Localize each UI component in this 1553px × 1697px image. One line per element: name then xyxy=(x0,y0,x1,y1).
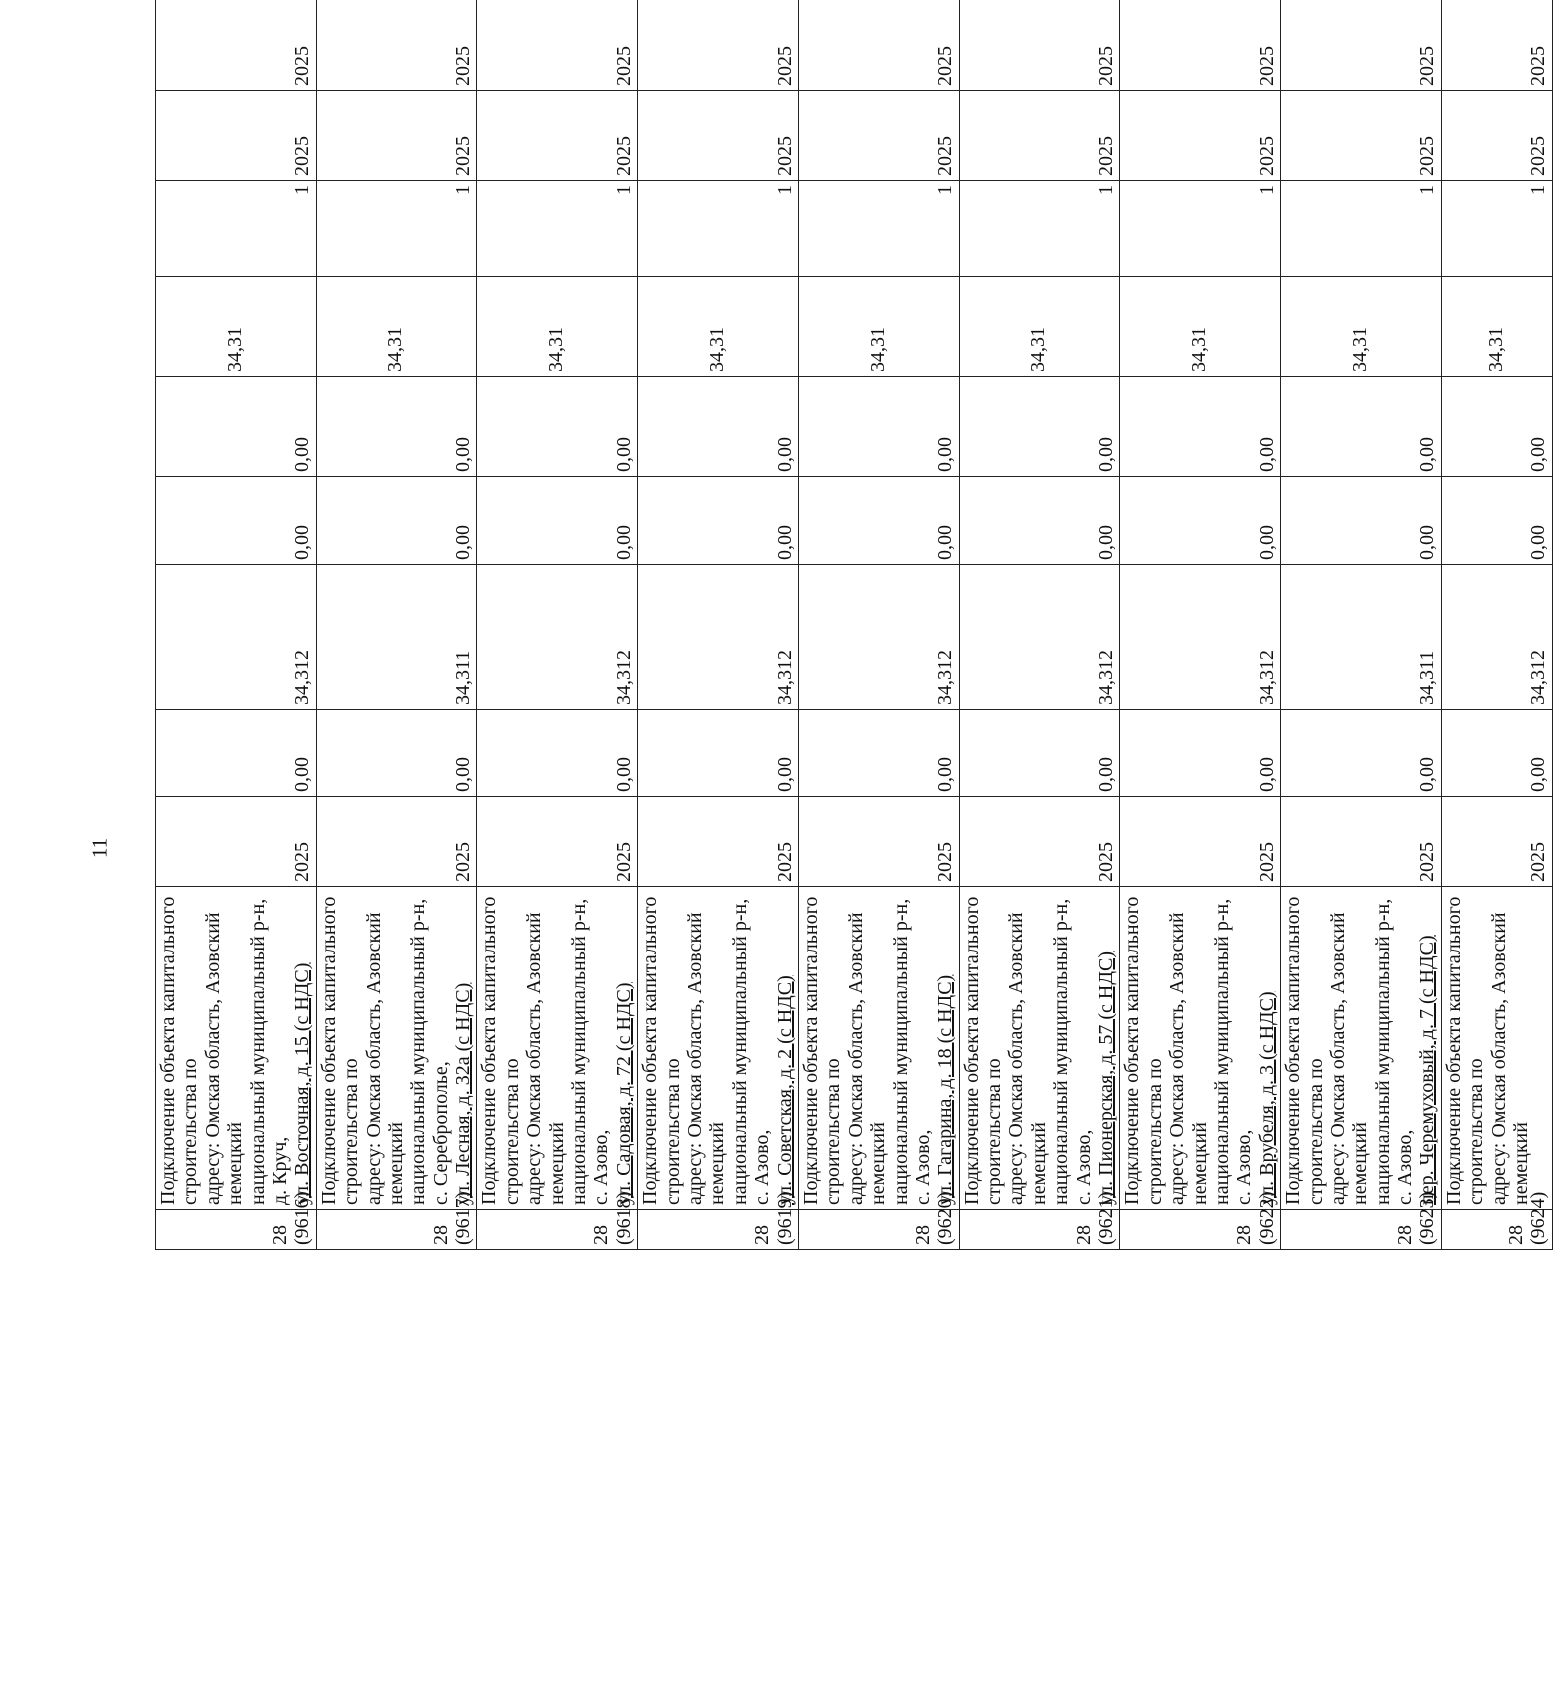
description-line: адресу: Омская область, Азовский немецкий xyxy=(1166,912,1211,1205)
value-2-cell: 34,312 xyxy=(798,565,959,710)
value-3-cell: 0,00 xyxy=(638,477,799,565)
row-number-cell xyxy=(638,1191,799,1250)
year-3-cell: 2025 xyxy=(638,0,799,91)
value-5-cell: 34,31 xyxy=(959,277,1120,377)
description-cell xyxy=(638,887,799,1210)
description-line: адресу: Омская область, Азовский немецкий xyxy=(1326,912,1372,1205)
description-line: ул. Лесная, д. 32а (с НДС) xyxy=(452,982,475,1205)
value-3-cell: 0,00 xyxy=(959,477,1120,565)
year-3-cell: 2025 xyxy=(959,0,1120,91)
row-code: (9619) xyxy=(773,1191,796,1245)
year-2-cell: 2025 xyxy=(156,91,317,181)
start-year-cell: 2025 xyxy=(156,797,317,887)
description-line: Подключение объекта капитального строительства по xyxy=(1282,896,1327,1205)
table-row xyxy=(638,0,799,1250)
value-4-cell: 0,00 xyxy=(316,377,477,477)
year-2-cell: 2025 xyxy=(959,91,1120,181)
description-cell xyxy=(798,887,959,1210)
value-2-cell: 34,312 xyxy=(638,565,799,710)
year-2-cell: 2025 xyxy=(1281,91,1442,181)
description-line: национальный муниципальный р-н, с. Азово, xyxy=(728,898,774,1205)
description-line: адресу: Омская область, Азовский немецкий xyxy=(844,912,890,1205)
value-1-cell: 0,00 xyxy=(316,710,477,797)
value-2-cell: 34,312 xyxy=(477,565,638,710)
row-number-cell xyxy=(798,1191,959,1250)
count-cell: 1 xyxy=(316,181,477,277)
value-2-cell: 34,311 xyxy=(1281,565,1442,710)
value-5-cell: 34,31 xyxy=(798,277,959,377)
value-3-cell: 0,00 xyxy=(477,477,638,565)
description-line: национальный муниципальный р-н, д. Круч, xyxy=(246,898,291,1205)
description-line: ул. Пионерская, д. 57 (с НДС) xyxy=(1095,951,1118,1205)
description-line: адресу: Омская область, Азовский немецкий xyxy=(362,912,407,1205)
description-line: Подключение объекта капитального строительства по xyxy=(639,896,684,1205)
table-row xyxy=(798,0,959,1250)
row-number: 28 xyxy=(590,1225,613,1245)
description-line: национальный муниципальный р-н, с. Азово, xyxy=(889,898,934,1205)
row-code: (9616) xyxy=(291,1191,314,1245)
value-4-cell: 0,00 xyxy=(1281,377,1442,477)
row-number: 28 xyxy=(1233,1225,1256,1245)
count-cell: 1 xyxy=(959,181,1120,277)
count-cell: 1 xyxy=(477,181,638,277)
value-5-cell: 34,31 xyxy=(1120,277,1281,377)
row-number-cell xyxy=(316,1191,477,1250)
table-row xyxy=(1281,0,1442,1250)
count-cell: 1 xyxy=(798,181,959,277)
row-code: (9617) xyxy=(452,1191,475,1245)
table-row xyxy=(477,0,638,1250)
description-line: ул. Садовая, д. 72 (с НДС) xyxy=(612,982,635,1205)
year-2-cell: 2025 xyxy=(1120,91,1281,181)
value-2-cell: 34,312 xyxy=(959,565,1120,710)
value-5-cell: 34,31 xyxy=(156,277,317,377)
value-2-cell: 34,312 xyxy=(1441,565,1552,710)
row-code: (9621) xyxy=(1095,1191,1118,1245)
description-line: адресу: Омская область, Азовский немецкий xyxy=(683,912,729,1205)
value-4-cell: 0,00 xyxy=(1120,377,1281,477)
row-number-cell xyxy=(1441,1191,1552,1250)
count-cell: 1 xyxy=(638,181,799,277)
value-3-cell: 0,00 xyxy=(1281,477,1442,565)
description-line: адресу: Омская область, Азовский немецкий xyxy=(523,912,568,1205)
value-1-cell: 0,00 xyxy=(1120,710,1281,797)
value-1-cell: 0,00 xyxy=(638,710,799,797)
description-line: Подключение объекта капитального строительства по xyxy=(1442,896,1488,1205)
row-number-cell xyxy=(959,1191,1120,1250)
value-5-cell: 34,31 xyxy=(638,277,799,377)
description-cell xyxy=(1441,887,1552,1210)
table-row xyxy=(959,0,1120,1250)
row-number: 28 xyxy=(1072,1225,1095,1245)
start-year-cell: 2025 xyxy=(477,797,638,887)
description-line: адресу: Омская область, Азовский немецкий xyxy=(1487,912,1533,1205)
description-line: национальный муниципальный р-н, с. Сереброполье, xyxy=(407,898,452,1205)
description-line: ул. Советская, д. 2 (с НДС) xyxy=(773,975,796,1205)
row-code: (9624) xyxy=(1527,1191,1550,1245)
table-body xyxy=(156,0,1553,1250)
description-cell xyxy=(477,887,638,1210)
description-line: ул. Гагарина, д. 18 (с НДС) xyxy=(934,974,957,1205)
description-cell xyxy=(316,887,477,1210)
value-5-cell: 34,31 xyxy=(477,277,638,377)
start-year-cell: 2025 xyxy=(638,797,799,887)
value-5-cell: 34,31 xyxy=(316,277,477,377)
year-3-cell: 2025 xyxy=(1441,0,1552,91)
description-line: национальный муниципальный р-н, с. Азово, xyxy=(1210,898,1256,1205)
description-cell xyxy=(959,887,1120,1210)
count-cell: 1 xyxy=(1441,181,1552,277)
value-2-cell: 34,312 xyxy=(1120,565,1281,710)
description-line: национальный муниципальный р-н, с. Азово, xyxy=(1050,898,1095,1205)
row-number: 28 xyxy=(1505,1225,1528,1245)
value-1-cell: 0,00 xyxy=(156,710,317,797)
year-2-cell: 2025 xyxy=(316,91,477,181)
row-number: 28 xyxy=(429,1225,452,1245)
description-cell xyxy=(1281,887,1442,1210)
description-line: адресу: Омская область, Азовский немецкий xyxy=(1005,912,1050,1205)
row-code: (9623) xyxy=(1416,1191,1439,1245)
table-row xyxy=(316,0,477,1250)
row-number: 28 xyxy=(751,1225,774,1245)
table-row xyxy=(156,0,317,1250)
row-code: (9622) xyxy=(1255,1191,1278,1245)
value-4-cell: 0,00 xyxy=(156,377,317,477)
year-3-cell: 2025 xyxy=(1120,0,1281,91)
value-3-cell: 0,00 xyxy=(798,477,959,565)
value-3-cell: 0,00 xyxy=(316,477,477,565)
value-1-cell: 0,00 xyxy=(477,710,638,797)
start-year-cell: 2025 xyxy=(959,797,1120,887)
count-cell: 1 xyxy=(1281,181,1442,277)
year-2-cell: 2025 xyxy=(477,91,638,181)
description-line: ул. Восточная, д. 15 (с НДС) xyxy=(291,962,314,1205)
value-1-cell: 0,00 xyxy=(1281,710,1442,797)
table-row xyxy=(1441,0,1552,1250)
value-4-cell: 0,00 xyxy=(1441,377,1552,477)
description-line: пер. Черемуховый, д. 7 (с НДС) xyxy=(1416,935,1439,1205)
value-2-cell: 34,311 xyxy=(316,565,477,710)
description-line: Подключение объекта капитального строительства по xyxy=(478,896,523,1205)
start-year-cell: 2025 xyxy=(1441,797,1552,887)
table-row xyxy=(1120,0,1281,1250)
start-year-cell: 2025 xyxy=(1281,797,1442,887)
row-code: (9620) xyxy=(934,1191,957,1245)
year-3-cell: 2025 xyxy=(798,0,959,91)
row-number: 28 xyxy=(911,1225,934,1245)
year-2-cell: 2025 xyxy=(798,91,959,181)
description-line: Подключение объекта капитального строительства по xyxy=(157,896,202,1205)
value-4-cell: 0,00 xyxy=(477,377,638,477)
start-year-cell: 2025 xyxy=(1120,797,1281,887)
description-line: Подключение объекта капитального строительства по xyxy=(1121,896,1166,1205)
description-line: национальный муниципальный р-н, с. Азово, xyxy=(1371,898,1417,1205)
value-1-cell: 0,00 xyxy=(959,710,1120,797)
description-line: Подключение объекта капитального строительства по xyxy=(799,896,845,1205)
row-number: 28 xyxy=(268,1225,291,1245)
year-3-cell: 2025 xyxy=(156,0,317,91)
value-5-cell: 34,31 xyxy=(1441,277,1552,377)
count-cell: 1 xyxy=(156,181,317,277)
year-2-cell: 2025 xyxy=(1441,91,1552,181)
value-5-cell: 34,31 xyxy=(1281,277,1442,377)
value-4-cell: 0,00 xyxy=(798,377,959,477)
row-number-cell xyxy=(1120,1191,1281,1250)
row-code: (9618) xyxy=(612,1191,635,1245)
value-1-cell: 0,00 xyxy=(1441,710,1552,797)
value-2-cell: 34,312 xyxy=(156,565,317,710)
year-3-cell: 2025 xyxy=(316,0,477,91)
description-line: ул. Врубеля, д. 3 (с НДС) xyxy=(1255,991,1278,1205)
value-3-cell: 0,00 xyxy=(1441,477,1552,565)
description-line: Подключение объекта капитального строительства по xyxy=(317,896,363,1205)
value-3-cell: 0,00 xyxy=(1120,477,1281,565)
description-cell xyxy=(1120,887,1281,1210)
year-3-cell: 2025 xyxy=(1281,0,1442,91)
description-cell xyxy=(156,887,317,1210)
value-4-cell: 0,00 xyxy=(959,377,1120,477)
year-2-cell: 2025 xyxy=(638,91,799,181)
description-line: адресу: Омская область, Азовский немецкий xyxy=(201,912,247,1205)
description-line: национальный муниципальный р-н, с. Азово, xyxy=(568,898,613,1205)
count-cell: 1 xyxy=(1120,181,1281,277)
row-number-cell xyxy=(156,1191,317,1250)
value-1-cell: 0,00 xyxy=(798,710,959,797)
start-year-cell: 2025 xyxy=(798,797,959,887)
row-number-cell xyxy=(1281,1191,1442,1250)
year-3-cell: 2025 xyxy=(477,0,638,91)
value-4-cell: 0,00 xyxy=(638,377,799,477)
start-year-cell: 2025 xyxy=(316,797,477,887)
row-number: 28 xyxy=(1394,1225,1417,1245)
row-number-cell xyxy=(477,1191,638,1250)
value-3-cell: 0,00 xyxy=(156,477,317,565)
description-line: Подключение объекта капитального строительства по xyxy=(960,896,1006,1205)
page-number: 11 xyxy=(87,837,112,859)
investment-table xyxy=(155,0,1553,1250)
